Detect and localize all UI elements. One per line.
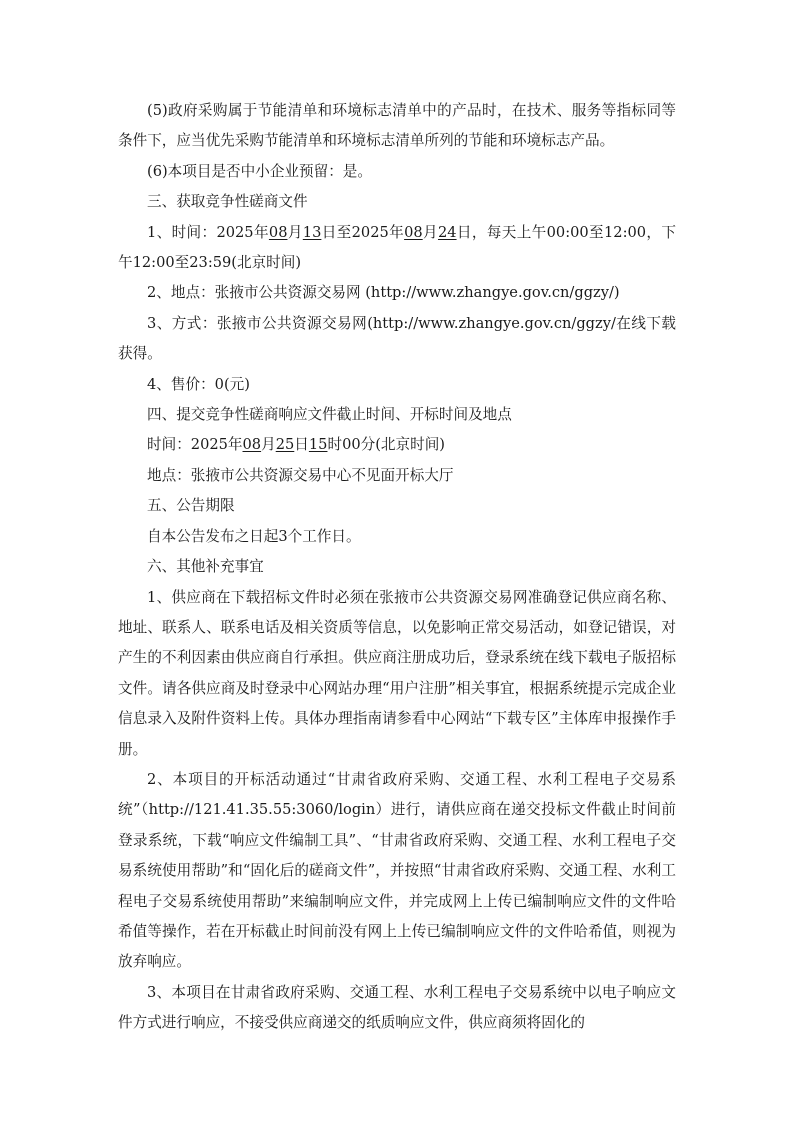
section-heading-notice-period: 五、公告期限	[147, 497, 235, 515]
time-text-3: 月	[422, 223, 438, 241]
section-heading-obtain-documents: 三、获取竞争性磋商文件	[147, 193, 308, 211]
time-text-2: 日至2025年	[321, 223, 405, 241]
end-month: 08	[404, 223, 423, 241]
deadline-hour: 15	[308, 436, 328, 454]
paragraph-supplement-2: 2、本项目的开标活动通过“甘肃省政府采购、交通工程、水利工程电子交易系统”（http://121.41.35.55:3060/login）进行，请供应商在递交投标文件截止时间前登录系统，下载“响应文件编制工具”、“甘肃省政府采购、交通工程、水利工程电子交易系统使用帮助”和“固化后的磋商文件”，并按照“甘肃省政府采购、交通工程、水利工程电子交易系统使用帮助”来编制响应文件，并完成网上上传已编制响应文件的文件哈希值等操作，若在开标截止时间前没有网上上传已编制响应文件的文件哈希值，则视为放弃响应。	[118, 770, 676, 971]
deadline-text-2: 日	[294, 436, 309, 454]
paragraph-price: 4、售价：0(元)	[147, 375, 250, 393]
deadline-prefix: 时间：2025年	[147, 436, 243, 454]
start-day: 13	[302, 223, 322, 241]
deadline-text-1: 月	[261, 436, 276, 454]
section-heading-other-matters: 六、其他补充事宜	[147, 558, 264, 576]
section-heading-deadline: 四、提交竞争性磋商响应文件截止时间、开标时间及地点	[147, 406, 512, 424]
deadline-text-3: 时00分(北京时间)	[327, 436, 445, 454]
paragraph-obtain-place: 2、地点：张掖市公共资源交易网 (http://www.zhangye.gov.cn/ggzy/)	[147, 284, 620, 302]
end-day: 24	[437, 223, 457, 241]
paragraph-supplement-3: 3、本项目在甘肃省政府采购、交通工程、水利工程电子交易系统中以电子响应文件方式进行响应，不接受供应商递交的纸质响应文件，供应商须将固化的	[118, 983, 676, 1032]
paragraph-deadline-time	[118, 430, 676, 460]
paragraph-deadline-location: 地点：张掖市公共资源交易中心不见面开标大厅	[147, 466, 454, 484]
time-text-1: 月	[287, 223, 303, 241]
paragraph-notice-period: 自本公告发布之日起3个工作日。	[147, 527, 361, 545]
paragraph-energy-saving: (5)政府采购属于节能清单和环境标志清单中的产品时，在技术、服务等指标同等条件下，应当优先采购节能清单和环境标志清单所列的节能和环境标志产品。	[118, 102, 676, 150]
paragraph-sme-reservation: (6)本项目是否中小企业预留：是。	[147, 162, 372, 180]
time-prefix: 1、时间：2025年	[147, 223, 269, 241]
deadline-month: 08	[242, 436, 262, 454]
start-month: 08	[268, 223, 288, 241]
deadline-day: 25	[275, 436, 295, 454]
paragraph-supplement-1: 1、供应商在下载招标文件时必须在张掖市公共资源交易网准确登记供应商名称、地址、联系人、联系电话及相关资质等信息，以免影响正常交易活动，如登记错误，对产生的不利因素由供应商自行承担。供应商注册成功后，登录系统在线下载电子版招标文件。请各供应商及时登录中心网站办理“用户注册”相关事宜，根据系统提示完成企业信息录入及附件资料上传。具体办理指南请参看中心网站“下载专区”主体库申报操作手册。	[118, 588, 676, 758]
document-body	[118, 96, 676, 1039]
paragraph-obtain-method: 3、方式：张掖市公共资源交易网(http://www.zhangye.gov.cn/ggzy/在线下载获得。	[118, 314, 676, 363]
paragraph-obtain-time	[118, 218, 676, 279]
time-text-4: 日，每天上午00:00至12:00，下午12:00至23:59(北京时间)	[118, 223, 676, 272]
